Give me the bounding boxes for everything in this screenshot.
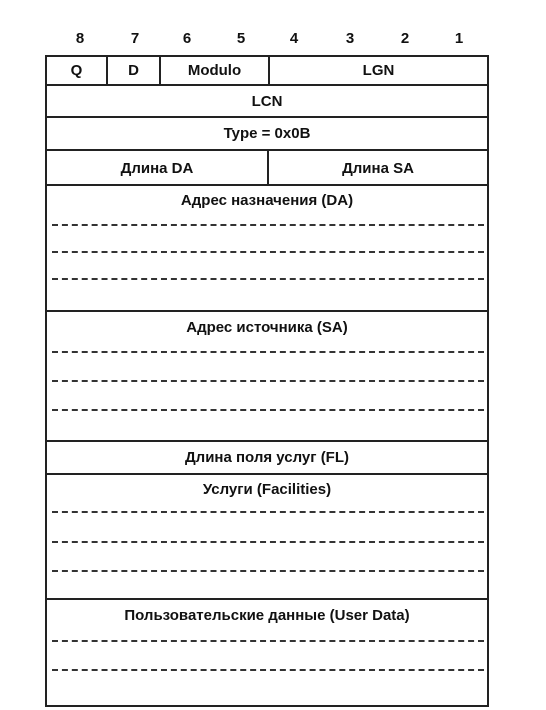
dashed-divider [52, 224, 484, 226]
sa-address-field: Адрес источника (SA) [186, 319, 348, 336]
dashed-divider [52, 541, 484, 543]
bit-number-3: 3 [345, 30, 355, 47]
q-bit-field: Q [70, 62, 83, 79]
lcn-field: LCN [251, 93, 283, 110]
row-divider [45, 310, 489, 312]
type-field: Type = 0x0B [223, 125, 311, 142]
facilities-field: Услуги (Facilities) [202, 481, 332, 498]
dashed-divider [52, 570, 484, 572]
row-divider [45, 598, 489, 600]
da-address-field: Адрес назначения (DA) [180, 192, 354, 209]
dashed-divider [52, 351, 484, 353]
bit-number-7: 7 [130, 30, 140, 47]
da-length-field: Длина DA [120, 160, 194, 177]
dashed-divider [52, 511, 484, 513]
modulo-field: Modulo [187, 62, 242, 79]
row-divider [45, 84, 489, 86]
bit-number-8: 8 [75, 30, 85, 47]
bit-number-4: 4 [289, 30, 299, 47]
row-divider [45, 473, 489, 475]
bit-number-5: 5 [236, 30, 246, 47]
dashed-divider [52, 669, 484, 671]
facilities-length-field: Длина поля услуг (FL) [184, 449, 350, 466]
row-divider [45, 440, 489, 442]
dashed-divider [52, 640, 484, 642]
d-bit-field: D [128, 62, 139, 79]
dashed-divider [52, 409, 484, 411]
bit-number-6: 6 [182, 30, 192, 47]
dashed-divider [52, 380, 484, 382]
sa-length-field: Длина SA [342, 160, 414, 177]
lgn-field: LGN [362, 62, 395, 79]
dashed-divider [52, 251, 484, 253]
user-data-field: Пользовательские данные (User Data) [124, 607, 410, 624]
dashed-divider [52, 278, 484, 280]
bit-number-2: 2 [400, 30, 410, 47]
bit-number-1: 1 [454, 30, 464, 47]
row-divider [45, 116, 489, 118]
